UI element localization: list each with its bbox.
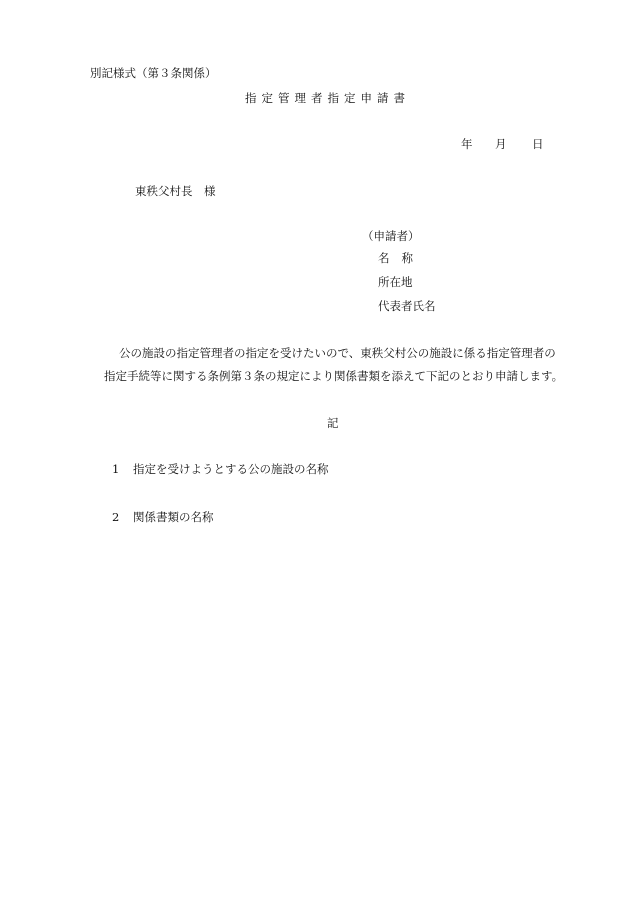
addressee: 東秩父村長 様 — [135, 184, 216, 198]
item-2-text: 関係書類の名称 — [133, 510, 214, 524]
date-month-label: 月 — [495, 137, 507, 151]
item-1-number: 1 — [112, 462, 120, 476]
document-title: 指定管理者指定申請書 — [245, 91, 410, 105]
applicant-label: （申請者） — [362, 229, 420, 243]
ki-heading: 記 — [327, 416, 339, 430]
applicant-name-field: 名称 — [378, 251, 425, 265]
body-text-line-1: 公の施設の指定管理者の指定を受けたいので、東秩父村公の施設に係る指定管理者の — [119, 346, 556, 360]
date-year-label: 年 — [461, 137, 473, 151]
body-text-line-2: 指定手続等に関する条例第３条の規定により関係書類を添えて下記のとおり申請します。 — [104, 369, 564, 383]
date-day-label: 日 — [532, 137, 544, 151]
item-1-text: 指定を受けようとする公の施設の名称 — [133, 462, 329, 476]
item-2-number: 2 — [112, 510, 120, 524]
form-label: 別記様式（第３条関係） — [90, 66, 217, 80]
applicant-representative-field: 代表者氏名 — [378, 299, 436, 313]
applicant-address-field: 所在地 — [378, 275, 413, 289]
